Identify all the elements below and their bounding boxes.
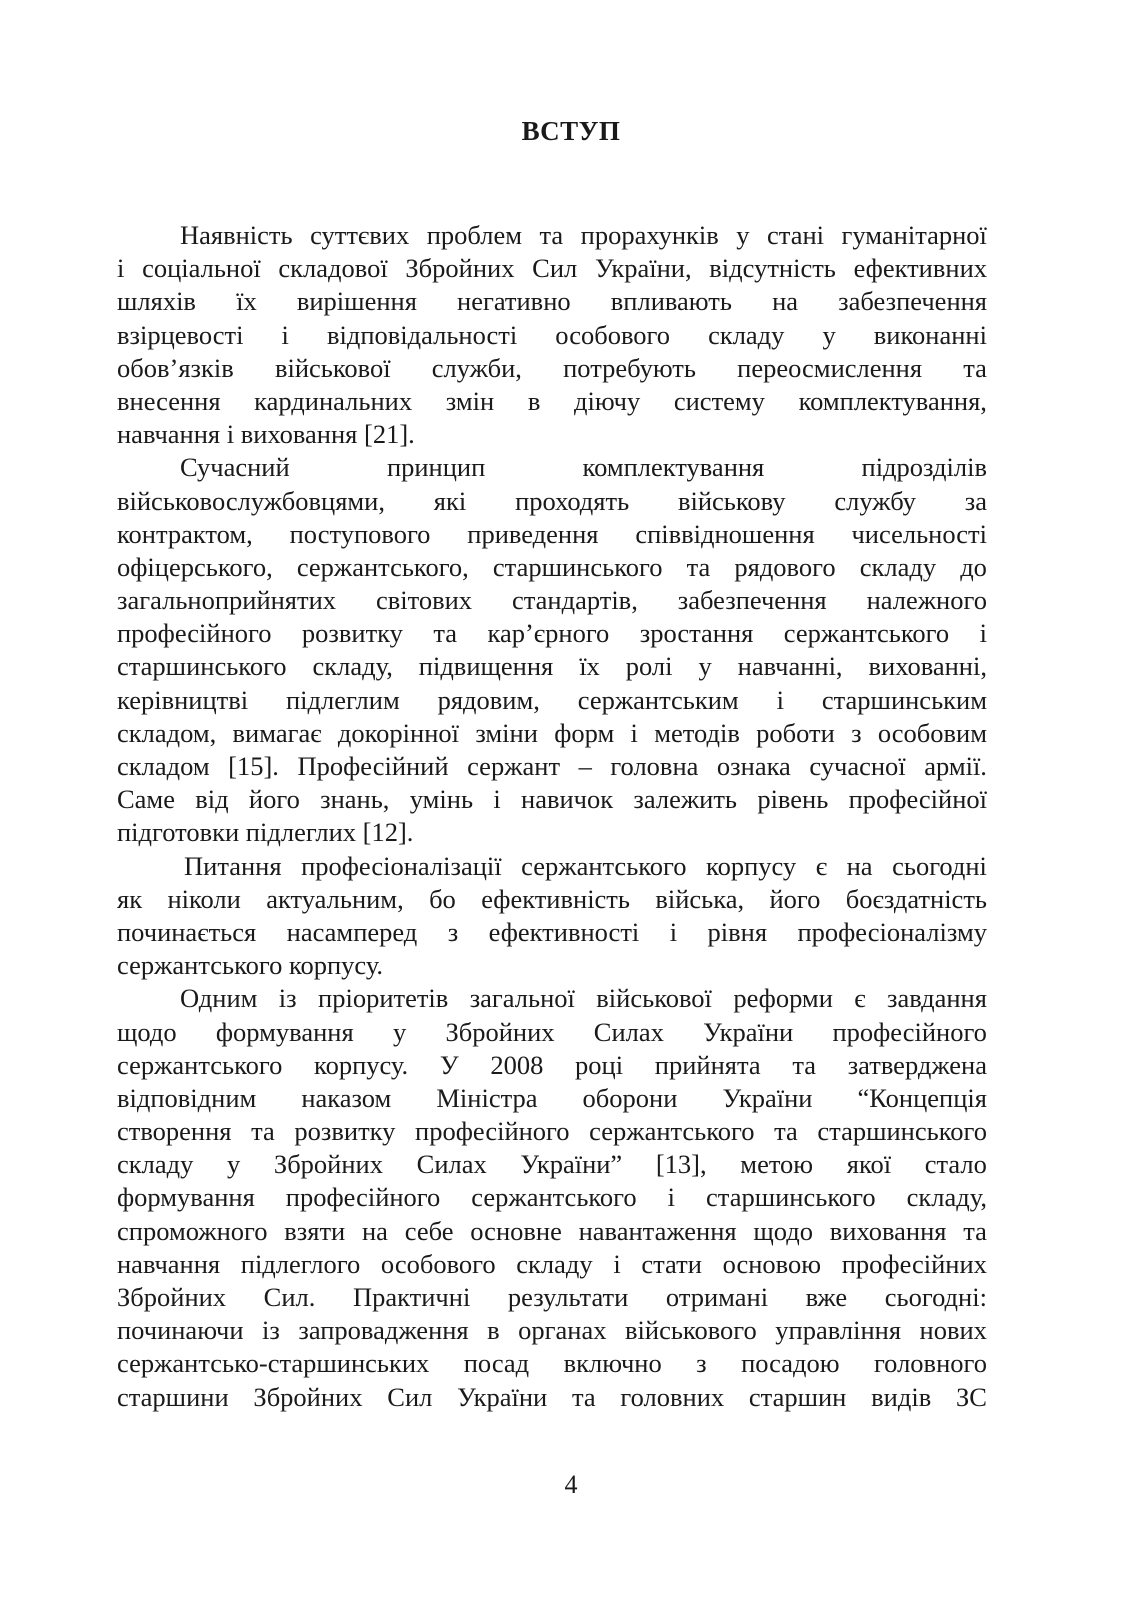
word: як: [117, 883, 143, 914]
word: військової: [274, 352, 391, 383]
word: стандартів,: [511, 585, 638, 616]
word: проходять: [515, 485, 630, 516]
word: формування: [215, 1016, 354, 1047]
word: прийнята: [654, 1049, 761, 1080]
word: якої: [846, 1149, 892, 1180]
word: за: [964, 485, 987, 516]
word: впливають: [610, 286, 732, 317]
word: професійних: [841, 1248, 987, 1279]
text-line: [117, 850, 987, 883]
word: складу: [708, 319, 785, 350]
word: форм: [554, 717, 615, 748]
word: кардинальних: [254, 385, 413, 416]
word: щодо: [117, 1016, 177, 1047]
word: прорахунків: [580, 220, 719, 250]
word: обов’язків: [117, 352, 234, 383]
word: України: [457, 1381, 548, 1412]
word: складу: [117, 1149, 194, 1180]
word: Силах: [593, 1016, 664, 1047]
word: стати: [641, 1248, 702, 1279]
word: які: [433, 485, 467, 516]
word: підрозділів: [861, 452, 987, 483]
word: вихованні,: [868, 651, 987, 682]
word: професіоналізму: [797, 916, 987, 947]
word: Силах: [416, 1149, 487, 1180]
word: відповідальності: [326, 319, 518, 350]
word: починається: [117, 916, 257, 947]
word: ефективних: [853, 253, 987, 284]
text-line: [117, 684, 987, 717]
word: результати: [507, 1282, 629, 1312]
page-number: 4: [564, 1470, 578, 1499]
text-line: [117, 1215, 987, 1248]
text-line: [117, 916, 987, 949]
word: належного: [866, 585, 987, 616]
text-line: підготовки підлеглих [12].: [117, 817, 414, 848]
word: нових: [919, 1315, 987, 1346]
word: основою: [722, 1248, 822, 1279]
word: складу: [859, 551, 937, 582]
body-text: [117, 219, 987, 1414]
word: ролі: [625, 651, 673, 682]
word: старшинського: [817, 1116, 987, 1147]
word: та: [774, 1116, 798, 1147]
word: сучасної: [809, 751, 906, 781]
word: Наявність: [180, 220, 293, 250]
word: ознака: [716, 751, 791, 781]
word: і: [613, 1248, 621, 1279]
word: розвитку: [301, 618, 403, 649]
word: спроможного: [117, 1215, 268, 1246]
word: методів: [654, 717, 740, 748]
word: створення: [117, 1116, 232, 1147]
text-line: [117, 750, 987, 783]
text-line: [117, 485, 987, 518]
word: до: [960, 551, 987, 582]
word: підвищення: [418, 651, 554, 682]
word: систему: [673, 385, 765, 416]
word: є: [815, 850, 828, 881]
text-line: [117, 783, 987, 816]
word: на: [772, 286, 799, 317]
word: зростання: [639, 618, 754, 649]
word: принцип: [386, 452, 486, 483]
word: складом,: [117, 717, 217, 748]
word: війська,: [655, 883, 745, 914]
word: і: [281, 319, 289, 350]
word: особового: [555, 319, 670, 350]
word: із: [262, 1315, 280, 1346]
word: Сучасний: [180, 452, 290, 483]
word: формування: [117, 1182, 255, 1213]
word: боєздатність: [845, 883, 987, 914]
word: Практичні: [353, 1282, 471, 1312]
text-line: [117, 319, 987, 352]
word: сержантським: [577, 684, 739, 715]
word: його: [248, 784, 300, 815]
word: старшинського: [706, 1182, 876, 1213]
text-line: сержантського корпусу.: [117, 950, 384, 981]
word: військову: [677, 485, 786, 516]
word: ефективність: [481, 883, 630, 914]
word: і: [669, 916, 678, 947]
word: вимагає: [232, 717, 322, 748]
word: України”: [520, 1149, 623, 1180]
word: та: [963, 352, 987, 383]
word: діючу: [573, 385, 641, 416]
word: і: [117, 253, 125, 284]
word: та: [571, 1381, 596, 1412]
word: армії.: [924, 751, 987, 781]
word: завдання: [887, 983, 987, 1014]
text-line: [117, 1248, 987, 1281]
word: і: [979, 618, 987, 649]
word: у: [822, 319, 836, 350]
word: відповідним: [117, 1082, 257, 1113]
text-line: [117, 551, 987, 584]
word: у: [736, 220, 750, 250]
word: реформи: [733, 983, 833, 1014]
word: Збройних: [405, 253, 515, 284]
word: навчанні,: [737, 651, 843, 682]
text-line: [117, 518, 987, 551]
word: загальної: [469, 983, 575, 1014]
word: його: [769, 883, 821, 914]
word: рядовим,: [437, 684, 540, 715]
word: гуманітарної: [841, 220, 987, 250]
word: рівень: [757, 784, 829, 815]
word: знань,: [320, 784, 390, 815]
word: офіцерського,: [117, 551, 273, 582]
word: службу: [834, 485, 916, 516]
word: “Концепція: [857, 1082, 987, 1113]
word: і: [667, 1182, 676, 1213]
text-line: [117, 717, 987, 750]
word: [13],: [655, 1149, 707, 1180]
word: розвитку: [294, 1116, 396, 1147]
word: зміни: [475, 717, 538, 748]
word: старшини: [117, 1381, 229, 1412]
word: відсутність: [709, 253, 836, 284]
word: Збройних: [117, 1282, 227, 1312]
word: докорінної: [337, 717, 460, 748]
word: контрактом,: [117, 518, 253, 549]
text-line: [117, 385, 987, 418]
word: складу: [516, 1248, 593, 1279]
text-line: [117, 1115, 987, 1148]
word: себе: [404, 1215, 454, 1246]
word: старшинського: [117, 651, 287, 682]
word: професійного: [415, 1116, 570, 1147]
word: отримані: [665, 1282, 769, 1312]
word: Сил: [387, 1381, 433, 1412]
word: комплектування,: [798, 385, 987, 416]
word: сержантського: [117, 1049, 283, 1080]
word: забезпечення: [677, 585, 827, 616]
word: України: [703, 1016, 794, 1047]
word: та: [539, 220, 564, 250]
word: професійного: [285, 1182, 441, 1213]
word: наказом: [301, 1082, 392, 1113]
word: стані: [767, 220, 825, 250]
word: корпусу.: [314, 1049, 409, 1080]
text-line: [117, 352, 987, 385]
word: посад: [463, 1348, 530, 1379]
word: щодо: [753, 1215, 814, 1246]
word: управління: [775, 1315, 902, 1346]
word: сержантського: [589, 1116, 755, 1147]
text-line: [117, 1148, 987, 1181]
word: Сил: [532, 253, 578, 284]
text-line: [117, 219, 987, 252]
word: внесення: [117, 385, 221, 416]
word: потребують: [563, 352, 696, 383]
text-line: [117, 252, 987, 285]
word: суттєвих: [310, 220, 410, 250]
word: виконанні: [873, 319, 987, 350]
word: у: [698, 651, 712, 682]
word: Одним: [180, 983, 258, 1014]
text-line: [117, 1049, 987, 1082]
word: від: [195, 784, 229, 815]
word: вирішення: [296, 286, 417, 317]
word: України,: [594, 253, 692, 284]
word: кар’єрного: [487, 618, 610, 649]
word: взяти: [284, 1215, 346, 1246]
word: навчання: [117, 1248, 221, 1279]
word: змін: [445, 385, 495, 416]
word: включно: [563, 1348, 662, 1379]
text-line: [117, 285, 987, 318]
page-title: ВСТУП: [521, 116, 621, 146]
word: метою: [740, 1149, 814, 1180]
word: рядового: [734, 551, 836, 582]
word: сьогодні:: [884, 1282, 987, 1312]
word: ніколи: [167, 883, 241, 914]
word: умінь: [409, 784, 474, 815]
word: особовим: [877, 717, 987, 748]
word: У: [439, 1049, 459, 1080]
word: сержантського: [471, 1182, 637, 1213]
word: військової: [596, 983, 712, 1014]
word: взірцевості: [117, 319, 244, 350]
word: світових: [375, 585, 473, 616]
word: і: [630, 717, 638, 748]
word: в: [487, 1315, 500, 1346]
word: посадою: [741, 1348, 840, 1379]
text-line: [117, 617, 987, 650]
word: [15].: [228, 751, 279, 781]
word: шляхів: [117, 286, 196, 317]
word: Професійний: [297, 751, 449, 781]
word: загальноприйнятих: [117, 585, 337, 616]
word: рівня: [707, 916, 768, 947]
text-line: навчання і виховання [21].: [117, 419, 415, 450]
word: чисельності: [851, 518, 987, 549]
word: та: [251, 1116, 275, 1147]
word: їх: [579, 651, 600, 682]
text-line: [117, 584, 987, 617]
text-line: [117, 1314, 987, 1347]
word: складової: [278, 253, 388, 284]
text-line: [117, 982, 987, 1015]
word: ефективності: [488, 916, 640, 947]
word: старшин: [748, 1381, 847, 1412]
word: роботи: [756, 717, 835, 748]
word: оборони: [582, 1082, 678, 1113]
word: соціальної: [142, 253, 261, 284]
text-line: [117, 451, 987, 484]
text-line: [117, 1016, 987, 1049]
text-line: [117, 1281, 987, 1314]
word: у: [392, 1016, 407, 1047]
word: стало: [924, 1149, 987, 1180]
word: з: [447, 916, 459, 947]
word: вже: [805, 1282, 848, 1312]
word: особового: [380, 1248, 496, 1279]
word: поступового: [289, 518, 431, 549]
text-line: [117, 883, 987, 916]
word: старшинського: [492, 551, 663, 582]
word: затверджена: [847, 1049, 987, 1080]
word: професійної: [848, 784, 987, 815]
word: складу,: [906, 1182, 987, 1213]
word: в: [527, 385, 541, 416]
word: служби,: [431, 352, 522, 383]
word: Збройних: [445, 1016, 555, 1047]
word: пріоритетів: [318, 983, 449, 1014]
word: починаючи: [117, 1315, 244, 1346]
word: складу,: [312, 651, 393, 682]
word: підлеглого: [240, 1248, 361, 1279]
word: Сил.: [263, 1282, 316, 1312]
word: Збройних: [273, 1149, 383, 1180]
word: –: [578, 751, 592, 781]
word: залежить: [633, 784, 738, 815]
word: переосмислення: [737, 352, 923, 383]
word: співвідношення: [635, 518, 815, 549]
word: сержантського: [783, 618, 950, 649]
word: насамперед: [286, 916, 418, 947]
word: навантаження: [578, 1215, 737, 1246]
word: Питання: [184, 850, 282, 881]
word: Збройних: [253, 1381, 363, 1412]
text-line: [117, 650, 987, 683]
word: професійного: [117, 618, 272, 649]
text-line: [117, 1381, 987, 1414]
word: навичок: [521, 784, 614, 815]
word: на: [846, 850, 873, 881]
word: сержантського,: [296, 551, 469, 582]
word: комплектування: [582, 452, 765, 483]
word: складом: [117, 751, 210, 781]
word: керівництві: [117, 684, 249, 715]
word: підлеглим: [286, 684, 400, 715]
word: сьогодні: [892, 850, 987, 881]
text-line: [117, 1181, 987, 1214]
word: сержантсько-старшинських: [117, 1348, 430, 1379]
word: ЗС: [956, 1381, 987, 1412]
word: з: [696, 1348, 707, 1379]
word: виховання: [829, 1215, 947, 1246]
word: негативно: [457, 286, 571, 317]
word: основне: [470, 1215, 562, 1246]
word: корпусу: [706, 850, 797, 881]
word: забезпечення: [838, 286, 987, 317]
word: головна: [610, 751, 699, 781]
word: їх: [236, 286, 257, 317]
word: і: [493, 784, 501, 815]
word: році: [575, 1049, 624, 1080]
word: у: [227, 1149, 241, 1180]
word: професіоналізації: [301, 850, 502, 881]
word: із: [278, 983, 297, 1014]
word: на: [362, 1215, 388, 1246]
word: з: [851, 717, 862, 748]
word: сержант: [467, 751, 561, 781]
word: військового: [625, 1315, 757, 1346]
word: проблем: [426, 220, 522, 250]
word: 2008: [490, 1049, 544, 1080]
word: є: [854, 983, 866, 1014]
word: видів: [871, 1381, 932, 1412]
word: України: [722, 1082, 813, 1113]
word: та: [686, 551, 711, 582]
word: та: [792, 1049, 816, 1080]
word: головного: [873, 1348, 987, 1379]
word: Саме: [117, 784, 175, 815]
word: та: [963, 1215, 987, 1246]
word: старшинським: [821, 684, 987, 715]
word: актуальним,: [266, 883, 404, 914]
word: органах: [518, 1315, 607, 1346]
text-line: [117, 1082, 987, 1115]
word: приведення: [467, 518, 599, 549]
word: професійного: [832, 1016, 987, 1047]
word: бо: [429, 883, 456, 914]
word: і: [776, 684, 784, 715]
word: та: [433, 618, 458, 649]
word: Міністра: [436, 1082, 538, 1113]
word: запровадження: [298, 1315, 469, 1346]
word: сержантського: [521, 850, 687, 881]
word: військовослужбовцями,: [117, 485, 385, 516]
word: головних: [620, 1381, 725, 1412]
text-line: [117, 1347, 987, 1380]
